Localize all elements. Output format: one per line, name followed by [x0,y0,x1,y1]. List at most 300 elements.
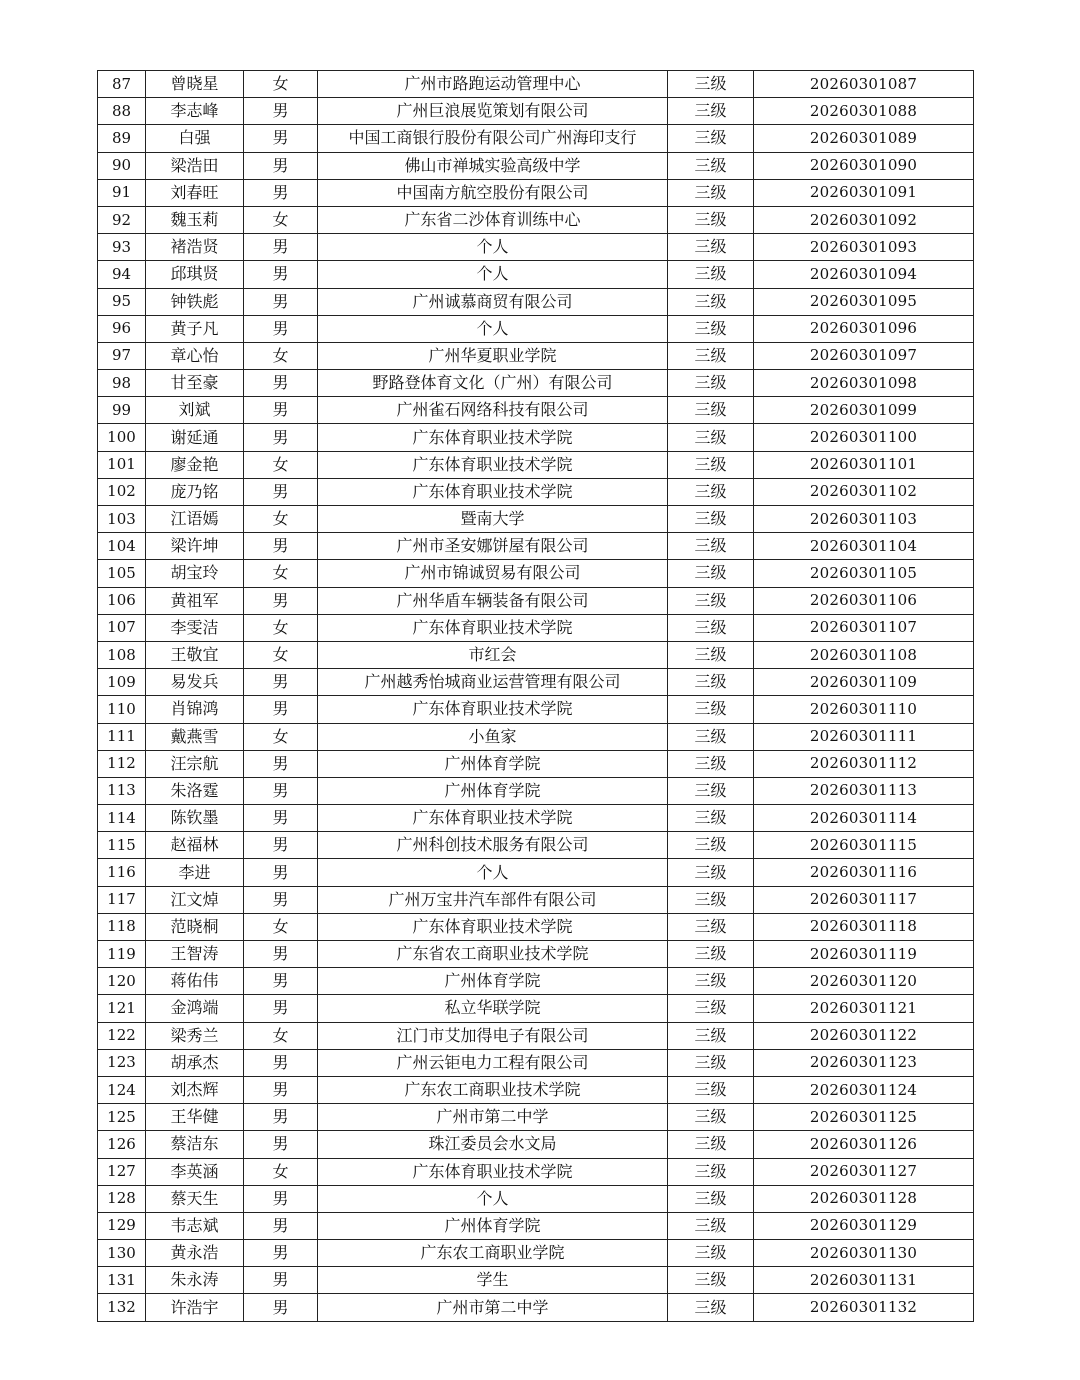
gender-cell: 男 [244,777,318,804]
organization-cell: 广州体育学院 [318,1212,668,1239]
person-name: 汪宗航 [146,750,244,777]
table-row [98,859,974,886]
certificate-number: 20260301106 [754,587,974,614]
certificate-number: 20260301112 [754,750,974,777]
table-row [98,1158,974,1185]
gender-cell: 女 [244,560,318,587]
certificate-number: 20260301128 [754,1185,974,1212]
table-row [98,669,974,696]
gender-cell: 男 [244,995,318,1022]
gender-cell: 女 [244,506,318,533]
row-number: 97 [98,342,146,369]
person-name: 庞乃铭 [146,478,244,505]
person-name: 朱洛霆 [146,777,244,804]
certificate-number: 20260301126 [754,1131,974,1158]
level-cell: 三级 [668,1104,754,1131]
organization-cell: 个人 [318,859,668,886]
certificate-number: 20260301102 [754,478,974,505]
person-name: 肖锦鸿 [146,696,244,723]
gender-cell: 男 [244,941,318,968]
row-number: 99 [98,397,146,424]
certificate-number: 20260301131 [754,1267,974,1294]
organization-cell: 佛山市禅城实验高级中学 [318,152,668,179]
gender-cell: 男 [244,424,318,451]
level-cell: 三级 [668,1158,754,1185]
certificate-number: 20260301111 [754,723,974,750]
certificate-number: 20260301092 [754,206,974,233]
table-row [98,1131,974,1158]
table-row [98,1294,974,1321]
person-name: 蒋佑伟 [146,968,244,995]
organization-cell: 中国工商银行股份有限公司广州海印支行 [318,125,668,152]
gender-cell: 女 [244,71,318,98]
person-name: 易发兵 [146,669,244,696]
level-cell: 三级 [668,941,754,968]
certificate-number: 20260301098 [754,370,974,397]
person-name: 赵福林 [146,832,244,859]
row-number: 87 [98,71,146,98]
row-number: 121 [98,995,146,1022]
gender-cell: 男 [244,315,318,342]
person-name: 胡宝玲 [146,560,244,587]
certificate-number: 20260301119 [754,941,974,968]
organization-cell: 广州华夏职业学院 [318,342,668,369]
table-row [98,832,974,859]
certificate-number: 20260301122 [754,1022,974,1049]
person-name: 李英涵 [146,1158,244,1185]
roster-table [97,70,974,1322]
row-number: 92 [98,206,146,233]
gender-cell: 男 [244,397,318,424]
organization-cell: 暨南大学 [318,506,668,533]
row-number: 129 [98,1212,146,1239]
level-cell: 三级 [668,805,754,832]
roster-body [98,71,974,1322]
table-row [98,995,974,1022]
organization-cell: 广州体育学院 [318,750,668,777]
table-row [98,288,974,315]
row-number: 115 [98,832,146,859]
certificate-number: 20260301124 [754,1076,974,1103]
table-row [98,1104,974,1131]
row-number: 119 [98,941,146,968]
table-row [98,1212,974,1239]
level-cell: 三级 [668,1185,754,1212]
gender-cell: 男 [244,669,318,696]
row-number: 103 [98,506,146,533]
level-cell: 三级 [668,777,754,804]
table-row [98,152,974,179]
level-cell: 三级 [668,315,754,342]
gender-cell: 男 [244,478,318,505]
row-number: 101 [98,451,146,478]
certificate-number: 20260301090 [754,152,974,179]
person-name: 钟铁彪 [146,288,244,315]
level-cell: 三级 [668,913,754,940]
row-number: 128 [98,1185,146,1212]
gender-cell: 女 [244,723,318,750]
level-cell: 三级 [668,696,754,723]
gender-cell: 女 [244,1158,318,1185]
certificate-number: 20260301123 [754,1049,974,1076]
organization-cell: 个人 [318,261,668,288]
organization-cell: 广东体育职业技术学院 [318,478,668,505]
level-cell: 三级 [668,179,754,206]
level-cell: 三级 [668,669,754,696]
organization-cell: 广州市第二中学 [318,1104,668,1131]
gender-cell: 女 [244,913,318,940]
table-row [98,696,974,723]
certificate-number: 20260301120 [754,968,974,995]
level-cell: 三级 [668,533,754,560]
level-cell: 三级 [668,424,754,451]
person-name: 江语嫣 [146,506,244,533]
gender-cell: 男 [244,288,318,315]
gender-cell: 男 [244,1185,318,1212]
level-cell: 三级 [668,1131,754,1158]
organization-cell: 个人 [318,315,668,342]
gender-cell: 男 [244,1104,318,1131]
certificate-number: 20260301125 [754,1104,974,1131]
organization-cell: 广州雀石网络科技有限公司 [318,397,668,424]
level-cell: 三级 [668,152,754,179]
certificate-number: 20260301105 [754,560,974,587]
certificate-number: 20260301116 [754,859,974,886]
level-cell: 三级 [668,1049,754,1076]
level-cell: 三级 [668,451,754,478]
row-number: 105 [98,560,146,587]
certificate-number: 20260301110 [754,696,974,723]
row-number: 125 [98,1104,146,1131]
table-row [98,533,974,560]
level-cell: 三级 [668,560,754,587]
certificate-number: 20260301103 [754,506,974,533]
row-number: 90 [98,152,146,179]
row-number: 122 [98,1022,146,1049]
gender-cell: 男 [244,587,318,614]
gender-cell: 男 [244,1267,318,1294]
row-number: 94 [98,261,146,288]
level-cell: 三级 [668,641,754,668]
organization-cell: 广州市路跑运动管理中心 [318,71,668,98]
certificate-number: 20260301117 [754,886,974,913]
gender-cell: 男 [244,832,318,859]
level-cell: 三级 [668,342,754,369]
gender-cell: 男 [244,968,318,995]
person-name: 刘春旺 [146,179,244,206]
person-name: 甘至豪 [146,370,244,397]
table-row [98,98,974,125]
certificate-number: 20260301121 [754,995,974,1022]
gender-cell: 男 [244,696,318,723]
organization-cell: 广东体育职业技术学院 [318,614,668,641]
gender-cell: 男 [244,1049,318,1076]
gender-cell: 男 [244,98,318,125]
row-number: 117 [98,886,146,913]
gender-cell: 男 [244,1294,318,1321]
row-number: 96 [98,315,146,342]
level-cell: 三级 [668,288,754,315]
organization-cell: 江门市艾加得电子有限公司 [318,1022,668,1049]
certificate-number: 20260301113 [754,777,974,804]
person-name: 曾晓星 [146,71,244,98]
row-number: 89 [98,125,146,152]
level-cell: 三级 [668,723,754,750]
row-number: 100 [98,424,146,451]
organization-cell: 广州体育学院 [318,968,668,995]
gender-cell: 男 [244,261,318,288]
row-number: 124 [98,1076,146,1103]
level-cell: 三级 [668,750,754,777]
organization-cell: 广东体育职业技术学院 [318,1158,668,1185]
organization-cell: 学生 [318,1267,668,1294]
organization-cell: 广州云钜电力工程有限公司 [318,1049,668,1076]
organization-cell: 野路登体育文化（广州）有限公司 [318,370,668,397]
level-cell: 三级 [668,478,754,505]
organization-cell: 广州诚慕商贸有限公司 [318,288,668,315]
person-name: 谢延通 [146,424,244,451]
organization-cell: 广东体育职业技术学院 [318,805,668,832]
table-row [98,723,974,750]
organization-cell: 中国南方航空股份有限公司 [318,179,668,206]
table-row [98,1049,974,1076]
row-number: 107 [98,614,146,641]
gender-cell: 男 [244,125,318,152]
table-row [98,641,974,668]
organization-cell: 广东体育职业技术学院 [318,451,668,478]
person-name: 蔡洁东 [146,1131,244,1158]
person-name: 陈钦墨 [146,805,244,832]
level-cell: 三级 [668,234,754,261]
organization-cell: 广州市圣安娜饼屋有限公司 [318,533,668,560]
row-number: 102 [98,478,146,505]
certificate-number: 20260301130 [754,1240,974,1267]
row-number: 112 [98,750,146,777]
person-name: 梁浩田 [146,152,244,179]
person-name: 黄子凡 [146,315,244,342]
certificate-number: 20260301104 [754,533,974,560]
person-name: 李进 [146,859,244,886]
level-cell: 三级 [668,1076,754,1103]
person-name: 金鸿端 [146,995,244,1022]
gender-cell: 男 [244,234,318,261]
organization-cell: 私立华联学院 [318,995,668,1022]
organization-cell: 珠江委员会水文局 [318,1131,668,1158]
table-row [98,179,974,206]
certificate-number: 20260301088 [754,98,974,125]
certificate-number: 20260301114 [754,805,974,832]
person-name: 梁秀兰 [146,1022,244,1049]
level-cell: 三级 [668,506,754,533]
organization-cell: 广州华盾车辆装备有限公司 [318,587,668,614]
table-row [98,750,974,777]
row-number: 120 [98,968,146,995]
person-name: 黄祖军 [146,587,244,614]
certificate-number: 20260301087 [754,71,974,98]
level-cell: 三级 [668,370,754,397]
table-row [98,71,974,98]
person-name: 许浩宇 [146,1294,244,1321]
person-name: 白强 [146,125,244,152]
row-number: 116 [98,859,146,886]
person-name: 李雯洁 [146,614,244,641]
person-name: 刘杰辉 [146,1076,244,1103]
organization-cell: 广州科创技术服务有限公司 [318,832,668,859]
table-row [98,587,974,614]
table-row [98,777,974,804]
table-row [98,614,974,641]
table-row [98,913,974,940]
level-cell: 三级 [668,125,754,152]
table-row [98,805,974,832]
certificate-number: 20260301099 [754,397,974,424]
table-row [98,1185,974,1212]
certificate-number: 20260301109 [754,669,974,696]
gender-cell: 男 [244,370,318,397]
certificate-number: 20260301091 [754,179,974,206]
row-number: 108 [98,641,146,668]
organization-cell: 广东农工商职业学院 [318,1240,668,1267]
level-cell: 三级 [668,886,754,913]
level-cell: 三级 [668,1212,754,1239]
gender-cell: 男 [244,533,318,560]
organization-cell: 广东省农工商职业技术学院 [318,941,668,968]
person-name: 朱永涛 [146,1267,244,1294]
level-cell: 三级 [668,1022,754,1049]
row-number: 93 [98,234,146,261]
level-cell: 三级 [668,206,754,233]
table-row [98,315,974,342]
level-cell: 三级 [668,1240,754,1267]
person-name: 江文焯 [146,886,244,913]
row-number: 127 [98,1158,146,1185]
table-row [98,1076,974,1103]
person-name: 章心怡 [146,342,244,369]
person-name: 邱琪贤 [146,261,244,288]
level-cell: 三级 [668,1294,754,1321]
gender-cell: 男 [244,1240,318,1267]
gender-cell: 男 [244,750,318,777]
table-row [98,234,974,261]
certificate-number: 20260301129 [754,1212,974,1239]
level-cell: 三级 [668,261,754,288]
row-number: 88 [98,98,146,125]
certificate-number: 20260301093 [754,234,974,261]
row-number: 98 [98,370,146,397]
organization-cell: 广东体育职业技术学院 [318,913,668,940]
organization-cell: 个人 [318,1185,668,1212]
row-number: 95 [98,288,146,315]
person-name: 王敬宜 [146,641,244,668]
person-name: 王智涛 [146,941,244,968]
table-row [98,941,974,968]
organization-cell: 市红会 [318,641,668,668]
table-row [98,1267,974,1294]
table-row [98,206,974,233]
person-name: 魏玉莉 [146,206,244,233]
organization-cell: 广州市第二中学 [318,1294,668,1321]
level-cell: 三级 [668,1267,754,1294]
certificate-number: 20260301115 [754,832,974,859]
table-row [98,261,974,288]
organization-cell: 广东省二沙体育训练中心 [318,206,668,233]
person-name: 褚浩贤 [146,234,244,261]
person-name: 黄永浩 [146,1240,244,1267]
table-row [98,968,974,995]
organization-cell: 广州市锦诚贸易有限公司 [318,560,668,587]
gender-cell: 男 [244,859,318,886]
organization-cell: 广东农工商职业技术学院 [318,1076,668,1103]
gender-cell: 男 [244,1076,318,1103]
gender-cell: 女 [244,451,318,478]
row-number: 130 [98,1240,146,1267]
row-number: 113 [98,777,146,804]
person-name: 梁许坤 [146,533,244,560]
person-name: 廖金艳 [146,451,244,478]
level-cell: 三级 [668,614,754,641]
certificate-number: 20260301094 [754,261,974,288]
certificate-number: 20260301097 [754,342,974,369]
table-row [98,1022,974,1049]
level-cell: 三级 [668,859,754,886]
level-cell: 三级 [668,98,754,125]
organization-cell: 个人 [318,234,668,261]
organization-cell: 广州体育学院 [318,777,668,804]
gender-cell: 女 [244,1022,318,1049]
level-cell: 三级 [668,587,754,614]
person-name: 戴燕雪 [146,723,244,750]
person-name: 胡承杰 [146,1049,244,1076]
row-number: 114 [98,805,146,832]
gender-cell: 女 [244,641,318,668]
table-row [98,1240,974,1267]
gender-cell: 女 [244,342,318,369]
organization-cell: 广东体育职业技术学院 [318,424,668,451]
certificate-number: 20260301127 [754,1158,974,1185]
organization-cell: 小鱼家 [318,723,668,750]
certificate-number: 20260301095 [754,288,974,315]
row-number: 110 [98,696,146,723]
table-row [98,506,974,533]
row-number: 132 [98,1294,146,1321]
person-name: 李志峰 [146,98,244,125]
level-cell: 三级 [668,995,754,1022]
person-name: 王华健 [146,1104,244,1131]
organization-cell: 广州巨浪展览策划有限公司 [318,98,668,125]
row-number: 111 [98,723,146,750]
gender-cell: 男 [244,805,318,832]
row-number: 118 [98,913,146,940]
gender-cell: 女 [244,206,318,233]
row-number: 104 [98,533,146,560]
table-row [98,397,974,424]
gender-cell: 男 [244,1212,318,1239]
table-row [98,342,974,369]
row-number: 126 [98,1131,146,1158]
person-name: 蔡天生 [146,1185,244,1212]
certificate-number: 20260301101 [754,451,974,478]
level-cell: 三级 [668,968,754,995]
table-row [98,370,974,397]
row-number: 106 [98,587,146,614]
table-row [98,560,974,587]
organization-cell: 广州越秀怡城商业运营管理有限公司 [318,669,668,696]
organization-cell: 广东体育职业技术学院 [318,696,668,723]
level-cell: 三级 [668,397,754,424]
gender-cell: 男 [244,179,318,206]
gender-cell: 男 [244,152,318,179]
row-number: 123 [98,1049,146,1076]
